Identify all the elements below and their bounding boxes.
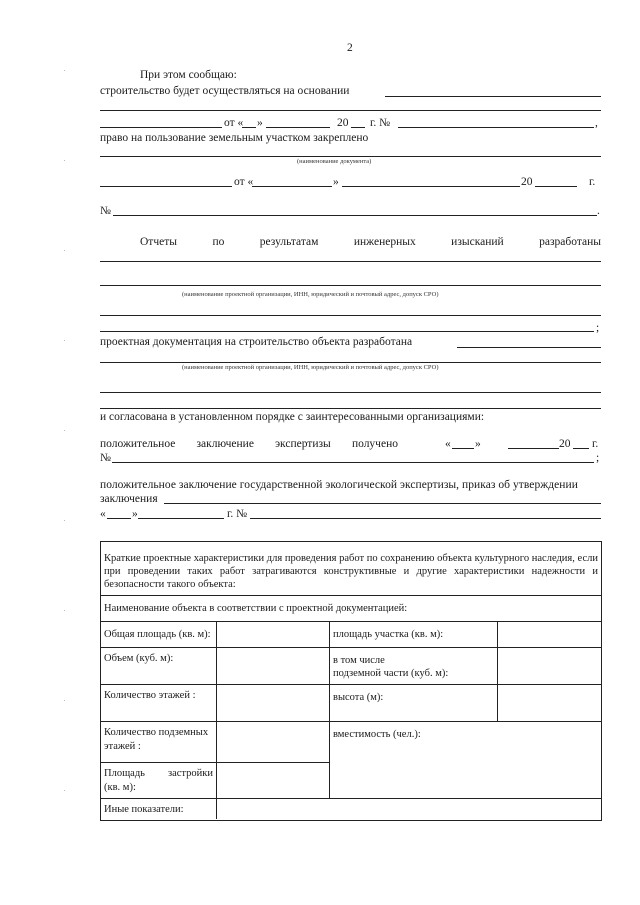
semicolon-1: ; (596, 322, 600, 334)
number-field-1[interactable] (398, 127, 594, 128)
g-label-2: г. (589, 176, 596, 188)
underground-floors-label-1: Количество подземных (104, 727, 209, 738)
period-1: . (597, 205, 600, 217)
capacity-label: вместимость (чел.): (333, 729, 421, 740)
year-label-2: 20 (521, 176, 533, 188)
agreed-label: и согласована в установленном порядке с заинтересованными организациями: (100, 411, 485, 423)
exp-quote-open: « (445, 438, 451, 450)
built-area-unit: (кв. м): (104, 782, 136, 793)
exp-quote-close: » (475, 438, 481, 450)
page-number: 2 (347, 42, 353, 54)
reports-field-1[interactable] (100, 261, 601, 262)
month-field-2[interactable] (342, 186, 520, 187)
project-doc-line-4[interactable] (100, 408, 601, 409)
land-right-label: право на пользование земельным участком закреплено (100, 132, 369, 144)
g-no-label-1: г. № (370, 117, 391, 129)
floors-label: Количество этажей : (104, 690, 196, 701)
expertise-word: экспертизы (275, 438, 331, 450)
expertise-word: положительное (100, 438, 176, 450)
intro-text: При этом сообщаю: (140, 69, 237, 81)
quote-close-1: » (257, 117, 263, 129)
eco-quote-open: « (100, 508, 106, 520)
construction-basis-line-2[interactable] (100, 110, 601, 111)
eco-g-no-label: г. № (227, 508, 248, 520)
expertise-word: получено (351, 438, 398, 450)
underground-floors-label-2: этажей : (104, 741, 141, 752)
eco-line-1: положительное заключение государственной экологической экспертизы, приказ об утверждении (100, 479, 578, 491)
exp-year-label: 20 (559, 438, 571, 450)
characteristics-table (100, 541, 602, 821)
construction-basis-field[interactable] (385, 96, 601, 97)
project-doc-line-2[interactable] (100, 362, 601, 363)
table-header-text: Краткие проектные характеристики для проведения работ по сохранению объекта культурного наследия, если при проведении таких работ затрагиваются конструктивные и другие характеристики надежности и безопасности такого объекта: (104, 553, 598, 590)
reports-field-4[interactable] (100, 331, 594, 332)
eco-line-2: заключения (100, 493, 158, 505)
reports-word: результатам (259, 236, 319, 248)
construction-basis-label: строительство будет осуществляться на основании (100, 85, 350, 97)
day-field-1[interactable] (242, 127, 256, 128)
ot-label-2: от « (234, 176, 254, 188)
project-doc-label: проектная документация на строительство объекта разработана (100, 336, 413, 348)
plot-area-label: площадь участка (кв. м): (333, 629, 444, 640)
org-hint-1: (наименование проектной организации, ИНН, юридический и почтовый адрес, допуск СРО) (182, 291, 439, 298)
year-field-1[interactable] (351, 127, 365, 128)
no-label-2: № (100, 205, 111, 217)
reports-word: инженерных (353, 236, 416, 248)
other-indicators-label: Иные показатели: (104, 804, 184, 815)
org-hint-2: (наименование проектной организации, ИНН, юридический и почтовый адрес, допуск СРО) (182, 364, 439, 371)
comma-1: , (595, 117, 598, 129)
reports-line (140, 235, 601, 249)
exp-number-field[interactable] (112, 462, 594, 463)
reports-word: изысканий (451, 236, 504, 248)
eco-quote-close: » (132, 508, 138, 520)
year-field-2[interactable] (535, 186, 577, 187)
eco-conclusion-field[interactable] (164, 503, 601, 504)
volume-label: Объем (куб. м): (104, 653, 174, 664)
doc-field-1[interactable] (100, 127, 222, 128)
built-area-label (104, 767, 213, 780)
number-field-2[interactable] (113, 215, 597, 216)
reports-word: по (212, 236, 225, 248)
built-area-word: застройки (167, 768, 213, 779)
expertise-word: заключение (196, 438, 254, 450)
incl-label-2: подземной части (куб. м): (333, 668, 449, 679)
project-doc-line-3[interactable] (100, 392, 601, 393)
reports-word: разработаны (539, 236, 601, 248)
doc-name-hint: (наименование документа) (297, 158, 372, 165)
exp-day-field[interactable] (452, 448, 474, 449)
day-field-2[interactable] (252, 186, 332, 187)
reports-field-3[interactable] (100, 315, 601, 316)
eco-date-field[interactable] (138, 518, 224, 519)
height-label: высота (м): (333, 692, 384, 703)
exp-no-label: № (100, 452, 111, 464)
expertise-line (100, 437, 398, 451)
doc-field-2[interactable] (100, 186, 232, 187)
semicolon-2: ; (596, 452, 600, 464)
eco-number-field[interactable] (250, 518, 601, 519)
eco-day-field[interactable] (107, 518, 131, 519)
total-area-label: Общая площадь (кв. м): (104, 629, 211, 640)
year-label-1: 20 (337, 117, 349, 129)
object-name-label: Наименование объекта в соответствии с проектной документацией: (104, 603, 408, 614)
exp-year-field[interactable] (573, 448, 589, 449)
quote-close-2: » (333, 176, 339, 188)
land-right-field[interactable] (100, 156, 601, 157)
incl-label-1: в том числе (333, 655, 385, 666)
project-doc-field[interactable] (457, 347, 601, 348)
reports-field-2[interactable] (100, 285, 601, 286)
ot-label-1: от « (224, 117, 244, 129)
exp-month-field[interactable] (508, 448, 559, 449)
built-area-word: Площадь (104, 768, 145, 779)
exp-g-label: г. (592, 438, 599, 450)
reports-word: Отчеты (140, 236, 177, 248)
month-field-1[interactable] (266, 127, 330, 128)
